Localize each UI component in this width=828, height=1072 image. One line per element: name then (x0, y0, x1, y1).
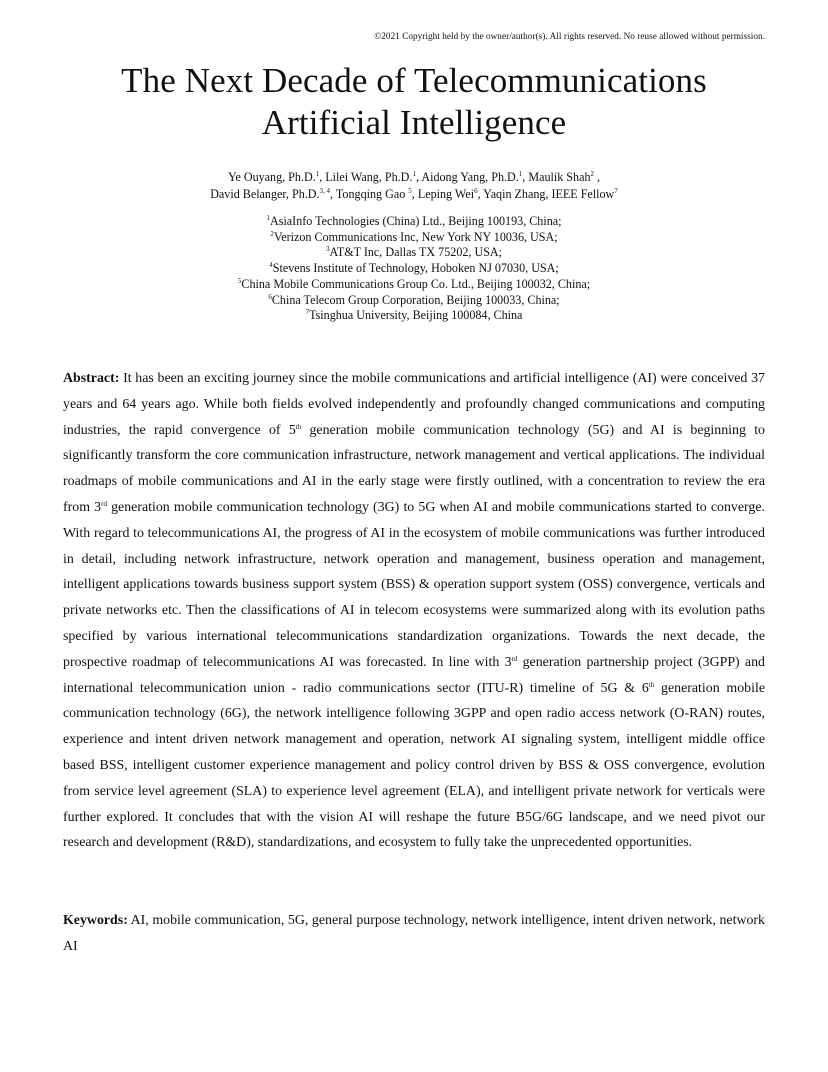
author-separator: , (522, 170, 529, 184)
ordinal-suffix: rd (101, 499, 107, 508)
affiliation-text: China Telecom Group Corporation, Beijing 100033, China; (271, 292, 560, 307)
affiliation-item (0, 261, 828, 277)
affiliation-item (0, 230, 828, 246)
affiliation-text: AsiaInfo Technologies (China) Ltd., Beijing 100193, China; (270, 214, 562, 228)
author-name: Leping Wei (417, 187, 475, 201)
author-line-2 (0, 186, 828, 203)
affiliation-text: Verizon Communications Inc, New York NY 10036, USA; (273, 229, 558, 244)
affiliation-text: China Mobile Communications Group Co. Ltd., Beijing 100032, China; (241, 276, 591, 291)
author-separator: , (330, 187, 336, 201)
author-affiliation-marker: 1 (518, 170, 523, 178)
author-name: Yaqin Zhang, IEEE Fellow (483, 187, 615, 201)
affiliation-item (0, 245, 828, 261)
author-name: Ye Ouyang, Ph.D. (227, 170, 316, 184)
author-separator: , (477, 187, 484, 201)
affiliation-list (0, 214, 828, 324)
copyright-notice: ©2021 Copyright held by the owner/author(s). All rights reserved. No reuse allowed without permission. (374, 31, 765, 41)
ordinal-suffix: th (648, 680, 655, 689)
author-separator: , (319, 170, 326, 184)
affiliation-marker: 6 (268, 292, 272, 301)
abstract-text: generation mobile communication technology (6G), the network intelligence following 3GPP and open radio access network (O-RAN) routes, experience and intent driven network management and operation, network AI signaling system, intelligent middle office based BSS, intelligent customer experience management and policy control driven by BSS & OSS convergence, evolution from service level agreement (SLA) to experience level agreement (ELA), and intelligent private network for verticals were further explored. It concludes that with the vision AI will reshape the future B5G/6G landscape, and we need pivot our research and development (R&D), standardizations, and ecosystem to fully take the unprecedented opportunities. (63, 680, 765, 851)
author-name: Tongqing Gao (335, 187, 409, 201)
author-line-1 (0, 169, 828, 186)
author-list (0, 169, 828, 203)
affiliation-text: AT&T Inc, Dallas TX 75202, USA; (329, 245, 503, 260)
author-separator: , (411, 187, 418, 201)
author-name: David Belanger, Ph.D. (210, 187, 320, 201)
author-affiliation-marker: 5 (408, 187, 412, 195)
affiliation-item (0, 277, 828, 293)
ordinal-suffix: th (295, 422, 302, 431)
abstract-text: generation mobile communication technology (3G) to 5G when AI and mobile communications started to converge. With regard to telecommunications AI, the progress of AI in the ecosystem of mobile communications was further introduced in detail, including network infrastructure, network operation and management, business operation and management, intelligent applications towards business support system (BSS) & operation support system (OSS) convergence, verticals and private networks etc. Then the classifications of AI in telecom ecosystems were summarized along with its evolution paths specified by various international telecommunications standardization organizations. Towards the next decade, the prospective roadmap of telecommunications AI was forecasted. In line with 3 (63, 499, 765, 670)
affiliation-item (0, 308, 828, 324)
affiliation-marker: 5 (237, 276, 242, 285)
ordinal-suffix: rd (511, 654, 518, 663)
author-affiliation-marker: 1 (315, 170, 320, 178)
abstract (63, 366, 765, 856)
author-separator: , (594, 170, 601, 184)
paper-title (0, 60, 828, 144)
author-affiliation-marker: 7 (614, 187, 618, 195)
affiliation-marker: 1 (266, 214, 270, 222)
keywords-text: AI, mobile communication, 5G, general purpose technology, network intelligence, intent driven network, network AI (63, 913, 765, 954)
keywords (63, 908, 765, 960)
paper-title-line-1: The Next Decade of Telecommunications (121, 61, 707, 100)
author-name: Lilei Wang, Ph.D. (325, 170, 413, 184)
affiliation-text: Stevens Institute of Technology, Hoboken NJ 07030, USA; (272, 261, 559, 276)
affiliation-marker: 4 (269, 261, 273, 270)
author-affiliation-marker: 6 (474, 187, 478, 195)
author-name: Aidong Yang, Ph.D. (421, 170, 519, 184)
author-separator: , (415, 170, 422, 184)
abstract-text: generation mobile communication technology (5G) and AI is beginning to significantly transform the core communication infrastructure, network management and vertical applications. The individual roadmaps of mobile communications and AI in the early stage were firstly outlined, with a concentration to review the era from 3 (63, 422, 765, 515)
paper-title-line-2: Artificial Intelligence (261, 103, 567, 142)
author-name: Maulik Shah (528, 170, 591, 184)
affiliation-item (0, 214, 828, 230)
affiliation-item (0, 293, 828, 309)
affiliation-marker: 2 (270, 229, 274, 238)
keywords-label: Keywords: (63, 913, 128, 928)
affiliation-text: Tsinghua University, Beijing 100084, China (309, 308, 523, 323)
affiliation-marker: 3 (325, 245, 330, 254)
affiliation-marker: 7 (305, 308, 310, 317)
author-affiliation-marker: 1 (412, 170, 416, 178)
abstract-label: Abstract: (63, 371, 120, 386)
author-affiliation-marker: 2 (590, 170, 594, 178)
abstract-text: It has been an exciting journey since the mobile communications and artificial intelligence (AI) were conceived 37 years and 64 years ago. While both fields evolved independently and profoundly changed communications and computing industries, the rapid convergence of 5 (63, 371, 765, 438)
abstract-text: generation partnership project (3GPP) and international telecommunication union - radio communications sector (ITU-R) timeline of 5G & 6 (63, 654, 765, 696)
author-affiliation-marker: 3, 4 (319, 187, 331, 195)
